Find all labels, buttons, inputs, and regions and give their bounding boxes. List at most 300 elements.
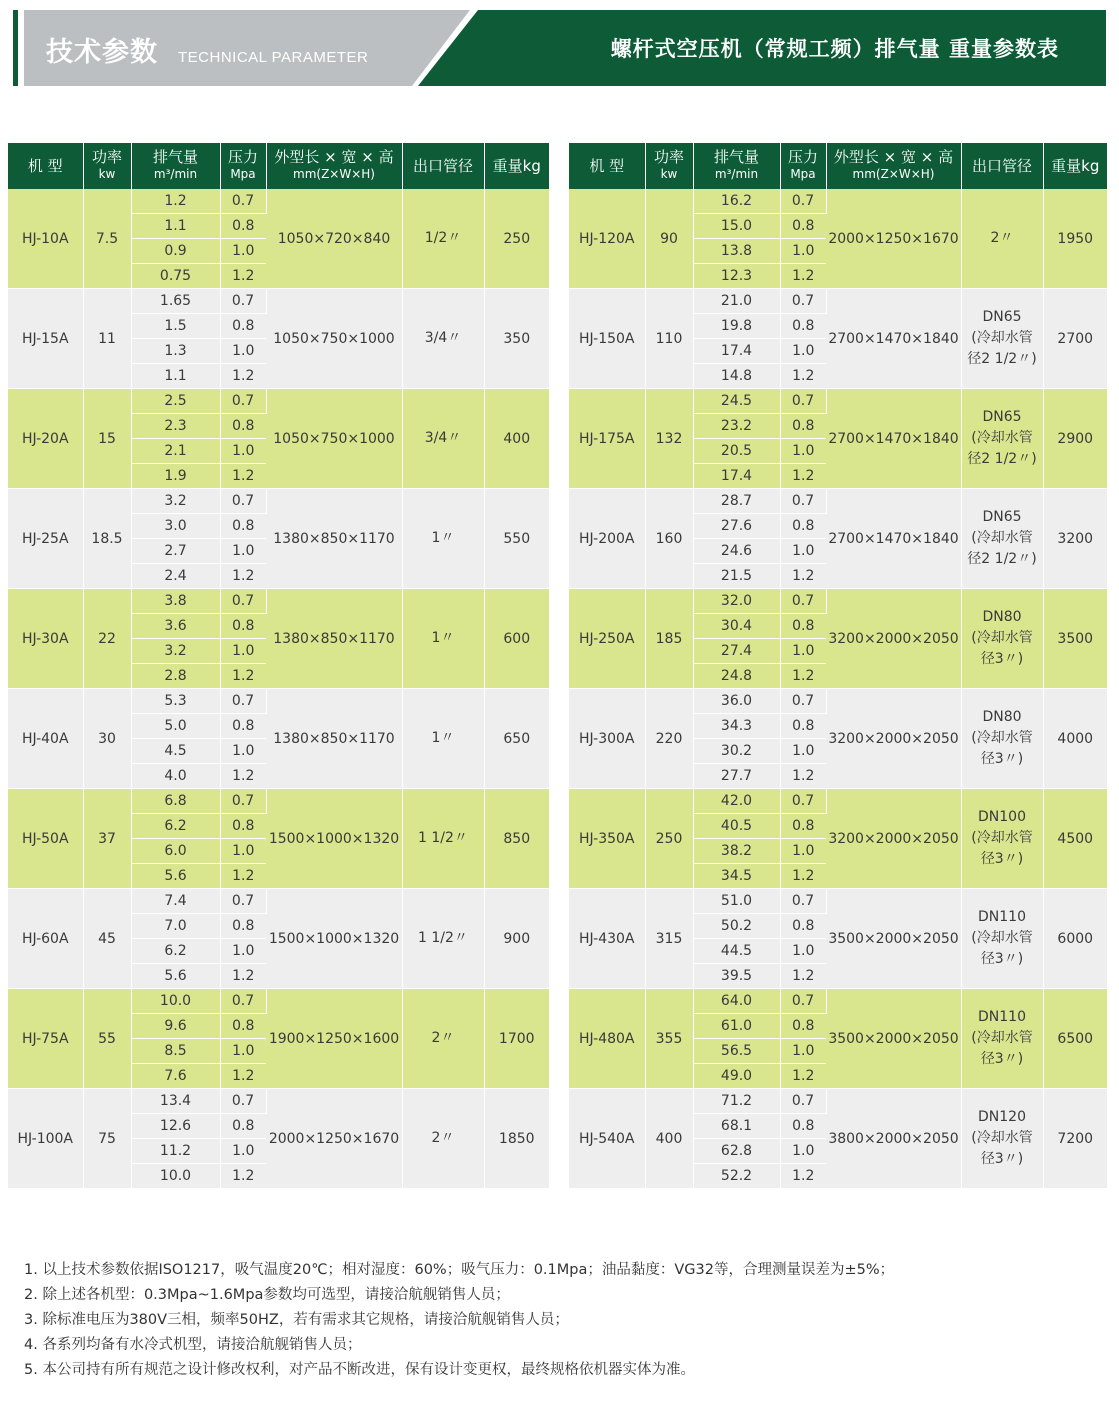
outlet-pipe-cell: 1〃 (402, 589, 484, 689)
air-delivery-cell: 32.0 (693, 589, 780, 614)
table-row (8, 889, 549, 914)
air-delivery-cell: 9.6 (131, 1014, 220, 1039)
air-delivery-cell: 6.0 (131, 839, 220, 864)
pressure-cell: 0.8 (220, 514, 266, 539)
header-banner (0, 0, 1119, 100)
air-delivery-cell: 2.3 (131, 414, 220, 439)
air-delivery-cell: 6.2 (131, 939, 220, 964)
pressure-cell: 1.2 (220, 1064, 266, 1089)
air-delivery-cell: 17.4 (693, 339, 780, 364)
outlet-pipe-cell: DN120 (冷却水管 径3〃) (961, 1089, 1043, 1189)
air-delivery-cell: 1.65 (131, 289, 220, 314)
air-delivery-cell: 12.3 (693, 264, 780, 289)
model-cell: HJ-150A (569, 289, 645, 389)
pressure-cell: 0.8 (780, 1114, 826, 1139)
outlet-pipe-cell: 2〃 (402, 989, 484, 1089)
pressure-cell: 1.0 (780, 839, 826, 864)
air-delivery-cell: 6.2 (131, 814, 220, 839)
model-cell: HJ-75A (8, 989, 83, 1089)
air-delivery-cell: 0.9 (131, 239, 220, 264)
air-delivery-cell: 1.5 (131, 314, 220, 339)
outlet-pipe-cell: 1 1/2〃 (402, 889, 484, 989)
air-delivery-cell: 34.3 (693, 714, 780, 739)
pressure-cell: 0.8 (220, 614, 266, 639)
model-cell: HJ-20A (8, 389, 83, 489)
dimensions-cell: 3500×2000×2050 (826, 989, 961, 1089)
footnote-item: 4. 各系列均备有水冷式机型，请接洽航舰销售人员； (24, 1337, 362, 1353)
dimensions-cell: 3500×2000×2050 (826, 889, 961, 989)
pressure-cell: 1.2 (220, 964, 266, 989)
dimensions-cell: 1380×850×1170 (266, 489, 402, 589)
weight-cell: 600 (484, 589, 549, 689)
air-delivery-cell: 7.0 (131, 914, 220, 939)
weight-cell: 4500 (1043, 789, 1107, 889)
pressure-cell: 1.2 (220, 1164, 266, 1189)
air-delivery-cell: 17.4 (693, 464, 780, 489)
pressure-cell: 0.7 (220, 189, 266, 214)
pressure-cell: 0.7 (220, 689, 266, 714)
power-cell: 132 (645, 389, 693, 489)
table-row (8, 489, 549, 514)
weight-cell: 4000 (1043, 689, 1107, 789)
air-delivery-cell: 4.0 (131, 764, 220, 789)
air-delivery-cell: 3.2 (131, 489, 220, 514)
pressure-cell: 0.8 (780, 1014, 826, 1039)
table-row (569, 889, 1107, 914)
pressure-cell: 1.0 (780, 739, 826, 764)
air-delivery-cell: 71.2 (693, 1089, 780, 1114)
header-pressure: 压力 Mpa (220, 143, 266, 189)
outlet-pipe-cell: DN65 (冷却水管 径2 1/2〃) (961, 489, 1043, 589)
outlet-pipe-cell: 3/4〃 (402, 389, 484, 489)
power-cell: 22 (83, 589, 131, 689)
dimensions-cell: 1500×1000×1320 (266, 789, 402, 889)
table-row (569, 189, 1107, 214)
pressure-cell: 0.8 (220, 1114, 266, 1139)
pressure-cell: 1.0 (220, 539, 266, 564)
pressure-cell: 1.0 (780, 1039, 826, 1064)
power-cell: 37 (83, 789, 131, 889)
air-delivery-cell: 3.6 (131, 614, 220, 639)
air-delivery-cell: 16.2 (693, 189, 780, 214)
air-delivery-cell: 1.9 (131, 464, 220, 489)
pressure-cell: 1.0 (780, 639, 826, 664)
power-cell: 18.5 (83, 489, 131, 589)
model-cell: HJ-540A (569, 1089, 645, 1189)
header-weight: 重量kg (1043, 143, 1107, 189)
dimensions-cell: 1380×850×1170 (266, 589, 402, 689)
dimensions-cell: 3200×2000×2050 (826, 789, 961, 889)
air-delivery-cell: 5.6 (131, 864, 220, 889)
air-delivery-cell: 62.8 (693, 1139, 780, 1164)
pressure-cell: 1.2 (780, 564, 826, 589)
model-cell: HJ-10A (8, 189, 83, 289)
table-row (569, 1089, 1107, 1114)
weight-cell: 900 (484, 889, 549, 989)
dimensions-cell: 1050×720×840 (266, 189, 402, 289)
banner-subtitle: TECHNICAL PARAMETER (178, 49, 369, 66)
air-delivery-cell: 3.0 (131, 514, 220, 539)
model-cell: HJ-200A (569, 489, 645, 589)
header-dimensions: 外型长 × 宽 × 高 mm(Z×W×H) (826, 143, 961, 189)
air-delivery-cell: 30.2 (693, 739, 780, 764)
pressure-cell: 1.0 (220, 239, 266, 264)
model-cell: HJ-430A (569, 889, 645, 989)
pressure-cell: 1.2 (220, 764, 266, 789)
model-cell: HJ-120A (569, 189, 645, 289)
outlet-pipe-cell: DN65 (冷却水管 径2 1/2〃) (961, 289, 1043, 389)
air-delivery-cell: 5.6 (131, 964, 220, 989)
air-delivery-cell: 44.5 (693, 939, 780, 964)
weight-cell: 3500 (1043, 589, 1107, 689)
pressure-cell: 1.2 (220, 664, 266, 689)
air-delivery-cell: 2.5 (131, 389, 220, 414)
power-cell: 160 (645, 489, 693, 589)
weight-cell: 650 (484, 689, 549, 789)
pressure-cell: 1.0 (780, 239, 826, 264)
table-row (8, 689, 549, 714)
banner-title: 技术参数 (46, 37, 158, 68)
pressure-cell: 0.8 (780, 214, 826, 239)
pressure-cell: 1.2 (780, 1064, 826, 1089)
power-cell: 355 (645, 989, 693, 1089)
air-delivery-cell: 1.2 (131, 189, 220, 214)
air-delivery-cell: 42.0 (693, 789, 780, 814)
table-row (8, 589, 549, 614)
air-delivery-cell: 13.4 (131, 1089, 220, 1114)
air-delivery-cell: 36.0 (693, 689, 780, 714)
pressure-cell: 1.0 (220, 339, 266, 364)
pressure-cell: 0.7 (780, 689, 826, 714)
header-dimensions: 外型长 × 宽 × 高 mm(Z×W×H) (266, 143, 402, 189)
air-delivery-cell: 56.5 (693, 1039, 780, 1064)
outlet-pipe-cell: 1〃 (402, 489, 484, 589)
air-delivery-cell: 68.1 (693, 1114, 780, 1139)
dimensions-cell: 2700×1470×1840 (826, 489, 961, 589)
air-delivery-cell: 28.7 (693, 489, 780, 514)
pressure-cell: 0.7 (780, 389, 826, 414)
air-delivery-cell: 23.2 (693, 414, 780, 439)
air-delivery-cell: 13.8 (693, 239, 780, 264)
header-model: 机 型 (569, 143, 645, 189)
dimensions-cell: 2000×1250×1670 (826, 189, 961, 289)
air-delivery-cell: 19.8 (693, 314, 780, 339)
model-cell: HJ-15A (8, 289, 83, 389)
dimensions-cell: 1050×750×1000 (266, 289, 402, 389)
pressure-cell: 1.0 (220, 639, 266, 664)
air-delivery-cell: 3.8 (131, 589, 220, 614)
air-delivery-cell: 27.6 (693, 514, 780, 539)
power-cell: 7.5 (83, 189, 131, 289)
air-delivery-cell: 1.3 (131, 339, 220, 364)
air-delivery-cell: 40.5 (693, 814, 780, 839)
pressure-cell: 1.2 (780, 364, 826, 389)
pressure-cell: 1.2 (780, 964, 826, 989)
model-cell: HJ-40A (8, 689, 83, 789)
model-cell: HJ-250A (569, 589, 645, 689)
pressure-cell: 1.0 (780, 539, 826, 564)
air-delivery-cell: 38.2 (693, 839, 780, 864)
outlet-pipe-cell: DN100 (冷却水管 径3〃) (961, 789, 1043, 889)
dimensions-cell: 3800×2000×2050 (826, 1089, 961, 1189)
footnote-item: 1. 以上技术参数依据ISO1217，吸气温度20℃；相对湿度：60%；吸气压力：0.1Mpa；油品黏度：VG32等，合理测量误差为±5%； (24, 1262, 895, 1278)
table-row (569, 389, 1107, 414)
weight-cell: 3200 (1043, 489, 1107, 589)
power-cell: 55 (83, 989, 131, 1089)
air-delivery-cell: 2.8 (131, 664, 220, 689)
outlet-pipe-cell: 2〃 (961, 189, 1043, 289)
weight-cell: 2700 (1043, 289, 1107, 389)
pressure-cell: 1.2 (220, 464, 266, 489)
pressure-cell: 0.8 (220, 814, 266, 839)
pressure-cell: 0.7 (220, 989, 266, 1014)
pressure-cell: 0.8 (220, 714, 266, 739)
table-row (8, 1089, 549, 1114)
pressure-cell: 0.8 (780, 814, 826, 839)
weight-cell: 7200 (1043, 1089, 1107, 1189)
air-delivery-cell: 50.2 (693, 914, 780, 939)
power-cell: 75 (83, 1089, 131, 1189)
pressure-cell: 0.8 (220, 1014, 266, 1039)
pressure-cell: 0.8 (220, 214, 266, 239)
pressure-cell: 0.7 (780, 289, 826, 314)
power-cell: 400 (645, 1089, 693, 1189)
pressure-cell: 1.2 (780, 864, 826, 889)
weight-cell: 6000 (1043, 889, 1107, 989)
power-cell: 30 (83, 689, 131, 789)
air-delivery-cell: 21.5 (693, 564, 780, 589)
weight-cell: 1850 (484, 1089, 549, 1189)
pressure-cell: 1.2 (780, 764, 826, 789)
pressure-cell: 0.8 (220, 314, 266, 339)
pressure-cell: 0.7 (220, 389, 266, 414)
header-outlet-pipe: 出口管径 (961, 143, 1043, 189)
power-cell: 185 (645, 589, 693, 689)
air-delivery-cell: 21.0 (693, 289, 780, 314)
power-cell: 250 (645, 789, 693, 889)
power-cell: 90 (645, 189, 693, 289)
air-delivery-cell: 52.2 (693, 1164, 780, 1189)
pressure-cell: 0.7 (220, 1089, 266, 1114)
model-cell: HJ-300A (569, 689, 645, 789)
weight-cell: 250 (484, 189, 549, 289)
air-delivery-cell: 61.0 (693, 1014, 780, 1039)
pressure-cell: 1.2 (220, 564, 266, 589)
pressure-cell: 1.0 (220, 1039, 266, 1064)
air-delivery-cell: 24.6 (693, 539, 780, 564)
power-cell: 15 (83, 389, 131, 489)
pressure-cell: 1.2 (780, 464, 826, 489)
pressure-cell: 0.7 (780, 589, 826, 614)
pressure-cell: 0.7 (780, 489, 826, 514)
pressure-cell: 1.0 (220, 739, 266, 764)
dimensions-cell: 1500×1000×1320 (266, 889, 402, 989)
air-delivery-cell: 7.6 (131, 1064, 220, 1089)
pressure-cell: 1.2 (780, 664, 826, 689)
table-row (8, 789, 549, 814)
pressure-cell: 0.8 (780, 914, 826, 939)
pressure-cell: 1.0 (780, 439, 826, 464)
air-delivery-cell: 39.5 (693, 964, 780, 989)
pressure-cell: 1.0 (780, 939, 826, 964)
air-delivery-cell: 34.5 (693, 864, 780, 889)
pressure-cell: 0.7 (220, 289, 266, 314)
dimensions-cell: 1050×750×1000 (266, 389, 402, 489)
header-air-delivery: 排气量 m³/min (693, 143, 780, 189)
air-delivery-cell: 2.4 (131, 564, 220, 589)
footnote-item: 5. 本公司持有所有规范之设计修改权利，对产品不断改进，保有设计变更权，最终规格依机器实体为准。 (24, 1362, 695, 1378)
pressure-cell: 0.8 (220, 914, 266, 939)
outlet-pipe-cell: 1〃 (402, 689, 484, 789)
dimensions-cell: 2700×1470×1840 (826, 289, 961, 389)
weight-cell: 1700 (484, 989, 549, 1089)
pressure-cell: 1.0 (220, 939, 266, 964)
air-delivery-cell: 1.1 (131, 364, 220, 389)
power-cell: 110 (645, 289, 693, 389)
air-delivery-cell: 51.0 (693, 889, 780, 914)
air-delivery-cell: 15.0 (693, 214, 780, 239)
air-delivery-cell: 20.5 (693, 439, 780, 464)
pressure-cell: 0.8 (780, 614, 826, 639)
air-delivery-cell: 10.0 (131, 989, 220, 1014)
table-row (8, 189, 549, 214)
pressure-cell: 0.7 (220, 789, 266, 814)
model-cell: HJ-50A (8, 789, 83, 889)
air-delivery-cell: 6.8 (131, 789, 220, 814)
footnote-item: 2. 除上述各机型：0.3Mpa~1.6Mpa参数均可选型，请接洽航舰销售人员； (24, 1287, 510, 1303)
outlet-pipe-cell: DN80 (冷却水管 径3〃) (961, 689, 1043, 789)
header-power: 功率 kw (645, 143, 693, 189)
air-delivery-cell: 1.1 (131, 214, 220, 239)
model-cell: HJ-30A (8, 589, 83, 689)
parameter-table-right (569, 143, 1107, 1189)
pressure-cell: 0.7 (780, 189, 826, 214)
air-delivery-cell: 5.0 (131, 714, 220, 739)
table-row (569, 289, 1107, 314)
power-cell: 315 (645, 889, 693, 989)
air-delivery-cell: 24.5 (693, 389, 780, 414)
air-delivery-cell: 0.75 (131, 264, 220, 289)
air-delivery-cell: 4.5 (131, 739, 220, 764)
pressure-cell: 0.7 (780, 1089, 826, 1114)
power-cell: 45 (83, 889, 131, 989)
air-delivery-cell: 2.1 (131, 439, 220, 464)
weight-cell: 6500 (1043, 989, 1107, 1089)
air-delivery-cell: 2.7 (131, 539, 220, 564)
air-delivery-cell: 8.5 (131, 1039, 220, 1064)
outlet-pipe-cell: DN80 (冷却水管 径3〃) (961, 589, 1043, 689)
weight-cell: 850 (484, 789, 549, 889)
pressure-cell: 0.8 (780, 714, 826, 739)
air-delivery-cell: 5.3 (131, 689, 220, 714)
outlet-pipe-cell: 1 1/2〃 (402, 789, 484, 889)
outlet-pipe-cell: DN110 (冷却水管 径3〃) (961, 889, 1043, 989)
pressure-cell: 0.7 (220, 589, 266, 614)
air-delivery-cell: 14.8 (693, 364, 780, 389)
table-row (569, 989, 1107, 1014)
outlet-pipe-cell: 3/4〃 (402, 289, 484, 389)
air-delivery-cell: 12.6 (131, 1114, 220, 1139)
air-delivery-cell: 7.4 (131, 889, 220, 914)
pressure-cell: 0.8 (780, 414, 826, 439)
footnotes (24, 1258, 1104, 1383)
header-air-delivery: 排气量 m³/min (131, 143, 220, 189)
model-cell: HJ-175A (569, 389, 645, 489)
pressure-cell: 0.8 (220, 414, 266, 439)
power-cell: 220 (645, 689, 693, 789)
air-delivery-cell: 27.4 (693, 639, 780, 664)
pressure-cell: 1.2 (220, 864, 266, 889)
model-cell: HJ-480A (569, 989, 645, 1089)
air-delivery-cell: 11.2 (131, 1139, 220, 1164)
table-row (8, 389, 549, 414)
weight-cell: 350 (484, 289, 549, 389)
header-pressure: 压力 Mpa (780, 143, 826, 189)
table-row (8, 289, 549, 314)
parameter-table-left (8, 143, 549, 1189)
pressure-cell: 1.0 (220, 1139, 266, 1164)
table-title: 螺杆式空压机（常规工频）排气量 重量参数表 (610, 37, 1059, 61)
header-outlet-pipe: 出口管径 (402, 143, 484, 189)
pressure-cell: 0.7 (780, 989, 826, 1014)
air-delivery-cell: 64.0 (693, 989, 780, 1014)
model-cell: HJ-25A (8, 489, 83, 589)
model-cell: HJ-350A (569, 789, 645, 889)
pressure-cell: 0.7 (780, 789, 826, 814)
power-cell: 11 (83, 289, 131, 389)
air-delivery-cell: 3.2 (131, 639, 220, 664)
table-header-row (8, 143, 549, 189)
outlet-pipe-cell: 2〃 (402, 1089, 484, 1189)
air-delivery-cell: 10.0 (131, 1164, 220, 1189)
pressure-cell: 0.8 (780, 314, 826, 339)
dimensions-cell: 3200×2000×2050 (826, 589, 961, 689)
dimensions-cell: 1900×1250×1600 (266, 989, 402, 1089)
pressure-cell: 0.7 (780, 889, 826, 914)
dimensions-cell: 3200×2000×2050 (826, 689, 961, 789)
weight-cell: 550 (484, 489, 549, 589)
table-row (569, 789, 1107, 814)
outlet-pipe-cell: 1/2〃 (402, 189, 484, 289)
air-delivery-cell: 24.8 (693, 664, 780, 689)
model-cell: HJ-60A (8, 889, 83, 989)
pressure-cell: 1.2 (220, 364, 266, 389)
footnote-item: 3. 除标准电压为380V三相，频率50HZ，若有需求其它规格，请接洽航舰销售人员； (24, 1312, 569, 1328)
table-header-row (569, 143, 1107, 189)
table-row (569, 589, 1107, 614)
dimensions-cell: 2700×1470×1840 (826, 389, 961, 489)
pressure-cell: 1.2 (220, 264, 266, 289)
weight-cell: 400 (484, 389, 549, 489)
dimensions-cell: 2000×1250×1670 (266, 1089, 402, 1189)
pressure-cell: 0.8 (780, 514, 826, 539)
header-power: 功率 kw (83, 143, 131, 189)
table-row (8, 989, 549, 1014)
outlet-pipe-cell: DN110 (冷却水管 径3〃) (961, 989, 1043, 1089)
air-delivery-cell: 49.0 (693, 1064, 780, 1089)
header-weight: 重量kg (484, 143, 549, 189)
pressure-cell: 0.7 (220, 889, 266, 914)
header-model: 机 型 (8, 143, 83, 189)
pressure-cell: 1.0 (220, 839, 266, 864)
dimensions-cell: 1380×850×1170 (266, 689, 402, 789)
air-delivery-cell: 27.7 (693, 764, 780, 789)
weight-cell: 2900 (1043, 389, 1107, 489)
banner-left-accent (13, 10, 18, 86)
table-row (569, 489, 1107, 514)
pressure-cell: 1.0 (780, 339, 826, 364)
pressure-cell: 1.2 (780, 264, 826, 289)
